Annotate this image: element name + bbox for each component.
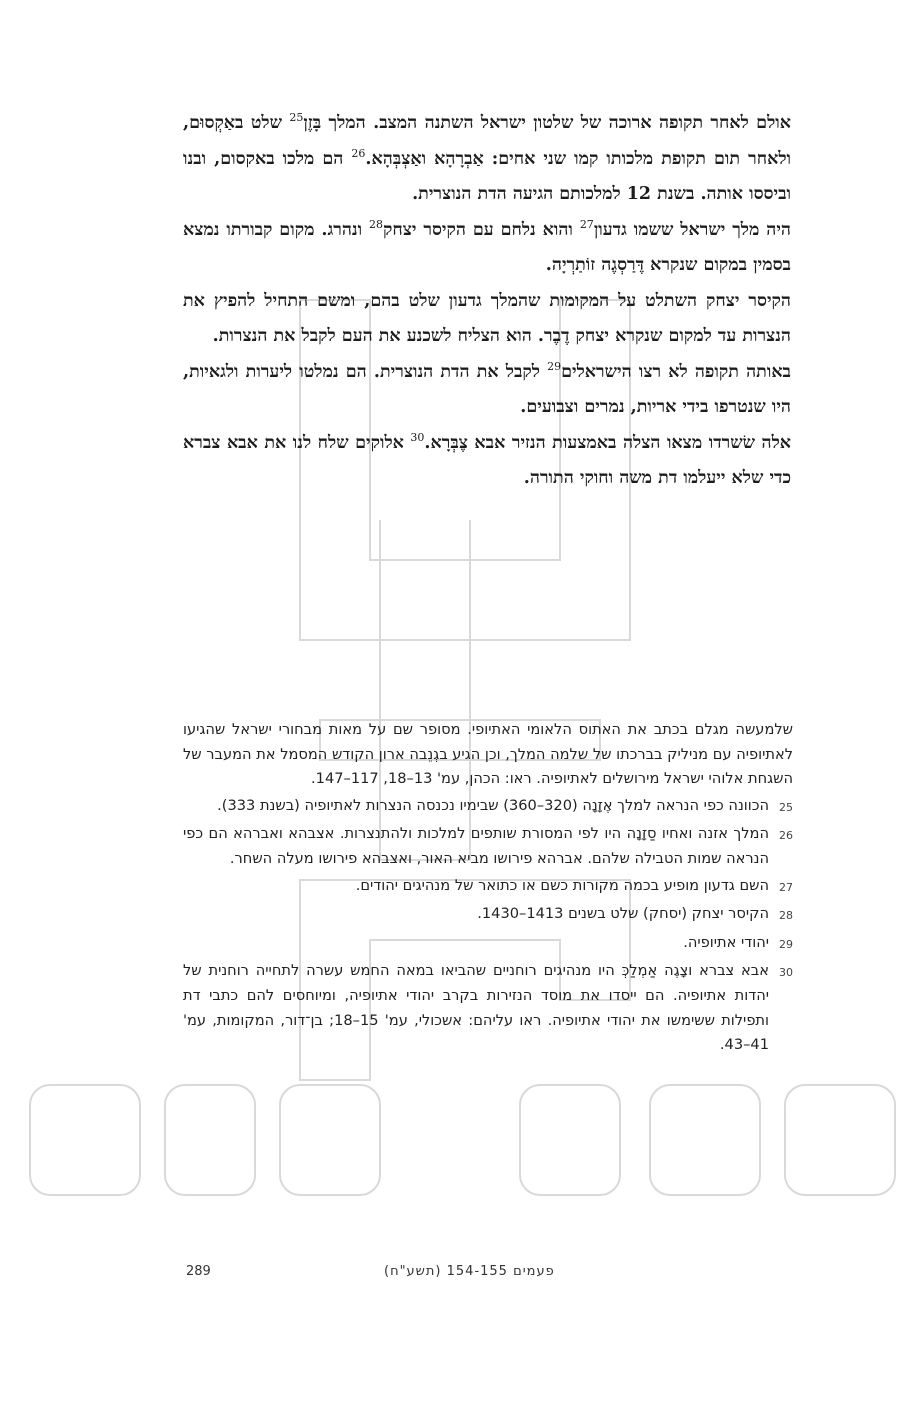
footnote-27 (183, 874, 793, 901)
text-run: לקבל את הדת הנוצרית. הם נמלטו ליערות ולגאיות, היו שנטרפו בידי אריות, נמרים וצבועים. (183, 361, 791, 417)
footnote-text: יהודי אתיופיה. (683, 933, 769, 951)
footnote-number: 26 (779, 829, 793, 843)
footnote-ref-26[interactable]: 26 (351, 146, 366, 160)
text-run: אולם לאחר תקופה ארוכה של שלטון ישראל השתנה המצב. המלך בָּזֶן (303, 113, 791, 133)
footnote-28 (183, 902, 793, 929)
footnote-text: אבא צברא וצָגֶה אַמְלַכְּ היו מנהיגים רוחניים שהביאו במאה החמש עשרה לתחייה רוחנית של יהדות אתיופיה. הם ייסדו את מוסד הנזירות בקרב יהודי אתיופיה, ומיוחסים להם כתבי דת ותפילות ששימשו את יהודי אתיופיה. ראו עליהם: אשכולי, עמ' 15–18; בן־דור, המקומות, עמ' 41–43. (183, 962, 769, 1054)
text-run: שלט באַקְסוּם, ולאחר תום תקופת מלכותו קמו שני אחים: אַבְרָהָא ואַצְבְּהָא. (183, 113, 791, 169)
text-run: הם מלכו באקסום, ובנו וביססו אותה. בשנת 12 למלכותם הגיעה הדת הנוצרית. (183, 148, 791, 204)
paragraph-2 (183, 213, 791, 284)
page-number: 289 (186, 1264, 211, 1279)
footnote-text: השם גדעון מופיע בכמה מקורות כשם או כתואר של מנהיגים יהודים. (355, 876, 769, 894)
footnote-text: הקיסר יצחק (יסחק) שלט בשנים 1413–1430. (477, 905, 769, 923)
text-run: הקיסר יצחק השתלט על המקומות שהמלך גדעון שלט בהם, ומשם התחיל להפיץ את הנצרות עד למקום שנקרא יצחק דֶבֶר. הוא הצליח לשכנע את העם לקבל את הנצרות. (183, 290, 791, 346)
main-text (183, 106, 791, 497)
text-run: באותה תקופה לא רצו הישראלים (561, 361, 791, 382)
text-run: היה מלך ישראל ששמו גדעון (593, 219, 791, 240)
footnote-ref-27[interactable]: 27 (579, 217, 594, 231)
paragraph-4 (183, 355, 791, 426)
footnote-25 (183, 794, 793, 821)
footnote-26 (183, 822, 793, 871)
footnote-number: 27 (779, 880, 793, 894)
text-run: ונהרג. מקום קבורתו נמצא בסמין במקום שנקרא דֶּרַסְגֶה זוֹתַרְיָה. (183, 219, 791, 275)
paragraph-3 (183, 284, 791, 355)
footnote-30 (183, 959, 793, 1057)
footnote-continuation: שלמעשה מגלם בכתב את האתוס הלאומי האתיופי. מסופר שם על מאות מבחורי ישראל שהגיעו לאתיופיה עם מניליק בברכתו של שלמה המלך, וכן הגיע בגְנֵבה ארון הקודש המסמל את המעבר של השגחת אלוהי ישראל מירושלים לאתיופיה. ראו: הכהן, עמ' 13–18, 117–147. (183, 721, 793, 788)
paragraph-1 (183, 106, 791, 213)
paragraph-5 (183, 426, 791, 497)
text-run: אלה שׂשרדו מצאו הצלה באמצעות הנזיר אבא צֶבְּרָא. (424, 432, 791, 453)
footnote-text: המלך אזנה ואחיו סַזָנָה היו לפי המסורת שותפים למלכות ולהתנצרות. אצבהא ואברהא הם כפי הנראה שמות הטבילה שלהם. אברהא פירושו מביא האור, ואצבהא פירושו מעלה השחר. (183, 825, 769, 867)
footnote-ref-29[interactable]: 29 (547, 359, 562, 373)
footnote-ref-30[interactable]: 30 (410, 430, 425, 444)
journal-citation: פעמים 154-155 (תשע"ח) (384, 1264, 555, 1279)
footnotes-section (183, 718, 793, 1060)
text-run: והוא נלחם עם הקיסר יצחק (382, 219, 580, 240)
footnote-ref-25[interactable]: 25 (289, 111, 304, 125)
footnote-number: 28 (779, 909, 793, 923)
footnote-text: הכוונה כפי הנראה למלך אֶזָנָה (320–360) שבימיו נכנסה הנצרות לאתיופיה (בשנת 333). (217, 796, 769, 814)
footnote-number: 29 (779, 937, 793, 951)
footnote-number: 25 (779, 800, 793, 814)
footnote-29 (183, 931, 793, 958)
text-run: אלוקים שלח לנו את אבא צברא כדי שלא ייעלמו דת משה וחוקי התורה. (183, 432, 791, 488)
footnote-ref-28[interactable]: 28 (368, 217, 383, 231)
footnote-number: 30 (779, 966, 793, 980)
